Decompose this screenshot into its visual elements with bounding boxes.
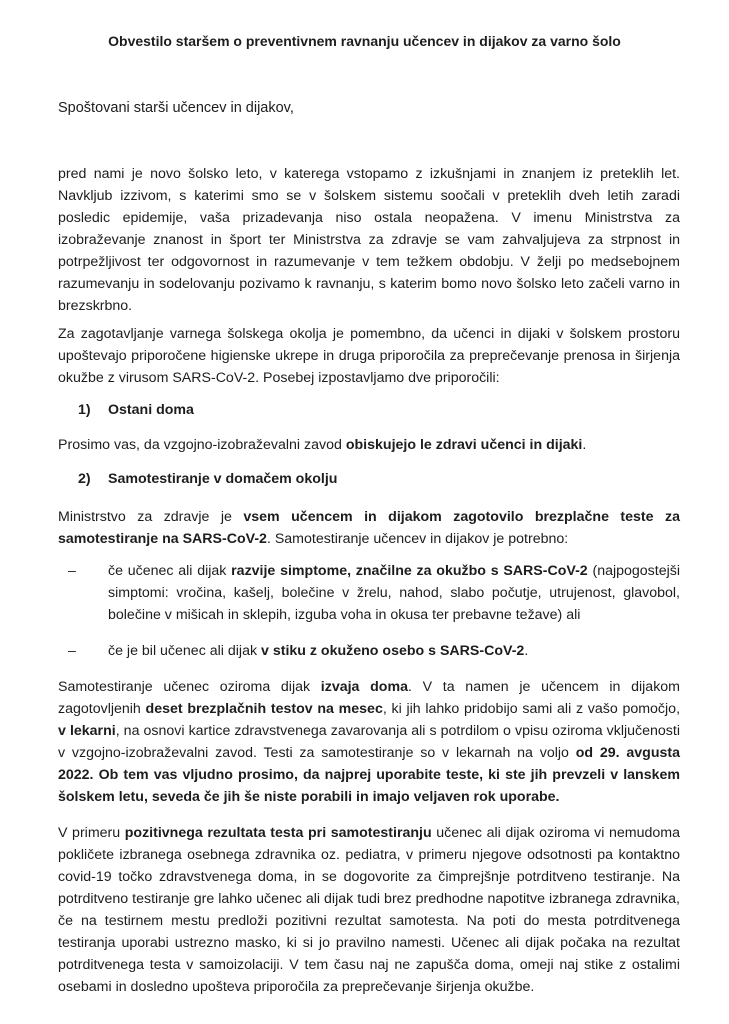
- paragraph-intro: pred nami je novo šolsko leto, v katerega vstopamo z izkušnjami in znanjem iz preteklih let. Navkljub izzivom, s katerimi smo se v šolskem sistemu soočali v preteklih dveh letih zaradi posledic epidemije, vaša prizadevanja niso ostala neopažena. V imenu Ministrstva za izobraževanje znanost in šport ter Ministrstva za zdravje se vam zahvaljujeva za strpnost in potrpežljivost ter odgovornost in razumevanje v tem težkem obdobju. V želji po medsebojnem razumevanju in sodelovanju pozivamo k ravnanju, s katerim bomo novo šolsko leto začeli varno in brezskrbno.: [58, 166, 680, 314]
- list-item-contact: [58, 640, 680, 662]
- bold-run: razvije simptome, značilne za okužbo s SARS-CoV-2: [231, 563, 588, 579]
- heading-self-testing: [78, 471, 337, 487]
- document-title: Obvestilo staršem o preventivnem ravnanju učencev in dijakov za varno šolo: [108, 33, 621, 49]
- heading-stay-home: [78, 402, 194, 418]
- paragraph-ministry: [58, 506, 680, 550]
- list-item-symptoms: [58, 560, 680, 626]
- list-item-text: [108, 640, 680, 662]
- text-run: Samotestiranje učenec oziroma dijak: [58, 679, 321, 695]
- bold-run: deset brezplačnih testov na mesec: [145, 701, 383, 717]
- dash-marker: –: [68, 643, 76, 659]
- bold-run: v lekarni: [58, 723, 116, 739]
- salutation: Spoštovani starši učencev in dijakov,: [58, 100, 294, 116]
- bold-run: obiskujejo le zdravi učenci in dijaki: [345, 437, 583, 453]
- bold-run: vsem učencem in dijakom zagotovilo brezplačne teste za samotestiranje na SARS-CoV-2: [58, 509, 680, 547]
- text-run: učenec ali dijak oziroma vi nemudoma pokličete izbranega osebnega zdravnika oz. pediatra, v primeru njegove odsotnosti pa kontaktno covid-19 točko zdravstvenega doma, in se dogovorite za čimprejšnje potrditveno testiranje. Na potrditveno testiranje gre lahko učenec ali dijak tudi brez predhodne napotitve izbranega zdravnika, če na testirnem mestu predloži pozitivni rezultat samotesta. Na poti do mesta potrditvenega testiranja uporabi ustrezno masko, ki si jo pravilno namesti. Učenec ali dijak počaka na rezultat potrditvenega testa v samoizolaciji. V tem času naj ne zapušča doma, omeji naj stike z ostalimi osebami in dosledno upošteva priporočila za preprečevanje širjenja okužbe.: [58, 825, 680, 995]
- bold-run: v stiku z okuženo osebo s SARS-CoV-2: [261, 643, 525, 659]
- text-run: .: [582, 437, 587, 453]
- text-run: Prosimo vas, da vzgojno-izobraževalni zavod: [58, 437, 346, 453]
- paragraph-positive-result: [58, 822, 680, 998]
- bold-run: od 29. avgusta 2022. Ob tem vas vljudno prosimo, da najprej uporabite teste, ki ste jih prevzeli v lanskem šolskem letu, seveda če jih še niste porabili in imajo veljaven rok uporabe.: [58, 745, 680, 805]
- paragraph-environment: Za zagotavljanje varnega šolskega okolja je pomembno, da učenci in dijaki v šolskem prostoru upoštevajo priporočene higienske ukrepe in druga priporočila za preprečevanje prenosa in širjenja okužbe z virusom SARS-CoV-2. Posebej izpostavljamo dve priporočili:: [58, 326, 680, 386]
- text-run: če je bil učenec ali dijak: [108, 643, 261, 659]
- text-run: V primeru: [58, 825, 125, 841]
- text-run: . V ta namen je učencem in dijakom zagotovljenih: [58, 679, 680, 717]
- dash-marker: –: [68, 563, 76, 579]
- heading-text: Samotestiranje v domačem okolju: [108, 471, 338, 487]
- paragraph-stay-home: [58, 434, 680, 456]
- heading-number: 2): [78, 471, 91, 487]
- text-run: (najpogostejši simptomi: vročina, kašelj, bolečine v žrelu, nahod, slabo počutje, utrujenost, glavobol, bolečine v mišicah in sklepih, izguba voha in okusa ter prebavne težave) ali: [108, 563, 681, 623]
- text-run: če učenec ali dijak: [108, 563, 232, 579]
- list-item-text: [108, 560, 680, 626]
- text-run: .: [524, 643, 529, 659]
- text-run: . Samotestiranje učencev in dijakov je potrebno:: [266, 531, 569, 547]
- text-run: Ministrstvo za zdravje je: [58, 509, 244, 525]
- bold-run: izvaja doma: [320, 679, 408, 695]
- text-run: , ki jih lahko pridobijo sami ali z vašo pomočjo,: [382, 701, 681, 717]
- text-run: , na osnovi kartice zdravstvenega zavarovanja ali s potrdilom o vpisu oziroma vključenosti v vzgojno-izobraževalni zavod. Testi za samotestiranje so v lekarnah na voljo: [58, 723, 680, 761]
- heading-number: 1): [78, 402, 91, 418]
- heading-text: Ostani doma: [108, 402, 194, 418]
- bold-run: pozitivnega rezultata testa pri samotestiranju: [124, 825, 432, 841]
- paragraph-home-testing: [58, 676, 680, 808]
